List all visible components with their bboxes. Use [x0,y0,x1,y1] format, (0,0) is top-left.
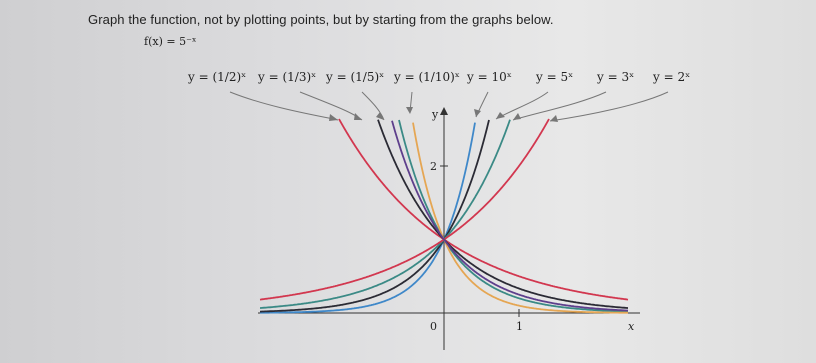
curve-label-fifth: y = (1/5)ˣ [326,70,385,84]
curve-label-half: y = (1/2)ˣ [188,70,247,84]
y-axis-arrow [440,107,448,115]
y-axis-label: y [432,108,439,121]
origin-label: 0 [430,320,437,333]
leader-line-5x [496,92,548,119]
arrow-2x [550,115,558,122]
leader-line-2x [550,92,668,121]
curve-label-10x: y = 10ˣ [467,70,512,84]
exponential-curve-1 [378,120,628,308]
function-expression: f(x) = 5⁻ˣ [144,35,197,48]
problem-instruction: Graph the function, not by plotting points, but by starting from the graphs below. [88,12,554,27]
x-tick-label: 1 [516,320,523,333]
arrow-half [329,114,338,121]
exponential-curve-8 [392,121,628,311]
curve-label-3x: y = 3ˣ [597,70,635,84]
arrow-10x [474,109,481,117]
curve-label-tenth: y = (1/10)ˣ [394,70,460,84]
curve-label-5x: y = 5ˣ [536,70,574,84]
exponential-curve-2 [399,120,628,312]
leader-line-half [230,92,338,120]
y-tick-label: 2 [430,160,437,173]
arrow-third [354,113,362,120]
exponential-curve-5 [260,120,489,312]
exponential-curve-6 [260,120,510,308]
arrow-tenth [406,107,413,114]
arrow-fifth [376,112,384,120]
curve-label-2x: y = 2ˣ [653,70,691,84]
leader-line-3x [513,92,606,120]
arrow-3x [513,113,521,120]
exponential-curve-3 [413,123,628,313]
exponential-curve-4 [260,123,475,313]
curve-label-third: y = (1/3)ˣ [258,70,317,84]
x-axis-label: x [628,320,635,333]
